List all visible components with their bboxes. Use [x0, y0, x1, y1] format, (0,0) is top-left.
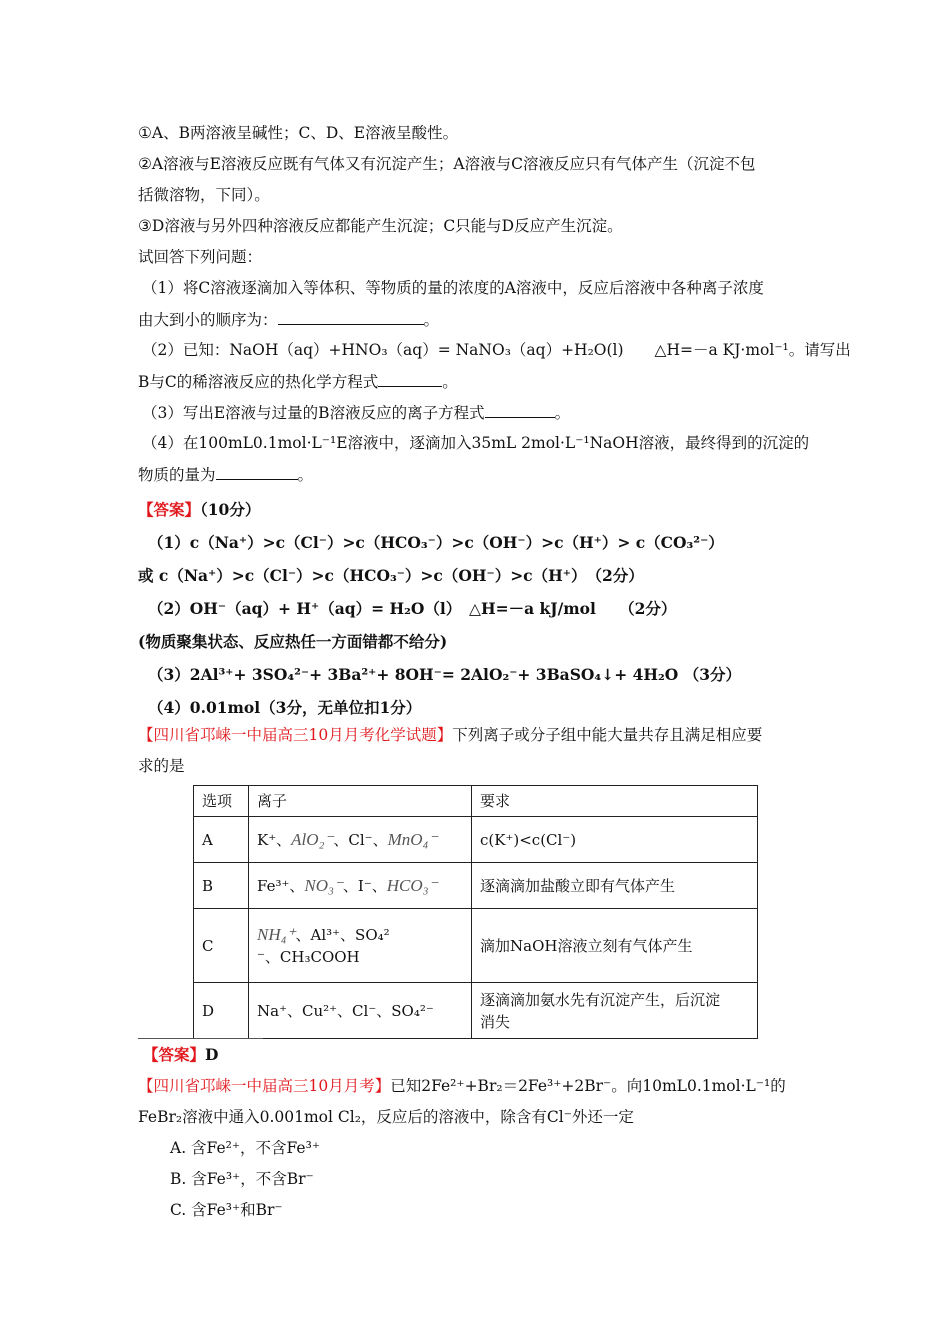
period: 。 [554, 404, 571, 422]
period: 。 [297, 466, 314, 484]
answer-tag: 【答案】 [143, 1045, 206, 1064]
question-2-stem: 下列离子或分子组中能大量共存且满足相应要 [452, 726, 763, 744]
question-1-text: 由大到小的顺序为： [138, 311, 278, 329]
condition-2-cont: 括微溶物，下同）。 [138, 186, 270, 204]
ions-cell [249, 863, 472, 909]
option-label: D [194, 983, 249, 1039]
question-2-stem-line-1 [138, 724, 762, 746]
ions-cell: Na⁺、Cu²⁺、Cl⁻、SO₄²⁻ [249, 983, 472, 1039]
requirement-cell: 逐滴滴加盐酸立即有气体产生 [472, 863, 758, 909]
question-4-line-2 [138, 463, 313, 486]
option-label: A [194, 817, 249, 863]
divider [138, 1038, 263, 1039]
period: 。 [423, 311, 440, 329]
requirement-cell: c(K⁺)<c(Cl⁻) [472, 817, 758, 863]
source-tag: 【四川省邛崃一中届高三10月月考】 [138, 1077, 391, 1095]
table-header-row [194, 786, 758, 817]
question-4-text: 物质的量为 [138, 466, 216, 484]
question-2-line-2 [138, 370, 458, 393]
requirement-cell: 滴加NaOH溶液立刻有气体产生 [472, 909, 758, 983]
choice-c: C. 含Fe³⁺和Br⁻ [170, 1201, 283, 1219]
answer-blank-1[interactable] [278, 308, 424, 325]
option-label: B [194, 863, 249, 909]
ions-cell [249, 817, 472, 863]
condition-3: ③D溶液与另外四种溶液反应都能产生沉淀；C只能与D反应产生沉淀。 [138, 217, 623, 235]
ion-formula: AlO₂⁻ [291, 829, 334, 849]
requirement-text: 逐滴滴加氨水先有沉淀产生，后沉淀 [480, 990, 721, 1009]
answer-blank-3[interactable] [485, 401, 555, 418]
header-requirement: 要求 [472, 786, 758, 817]
answer-score: （10分） [200, 500, 261, 519]
ions-cell [249, 909, 472, 983]
question-3-line [142, 401, 570, 424]
question-3-stem-line-1 [138, 1075, 786, 1097]
ion-formula: NO₃⁻ [304, 875, 343, 895]
question-4-line-1: （4）在100mL0.1mol·L⁻¹E溶液中，逐滴加入35mL 2mol·L⁻¹NaOH溶液，最终得到的沉淀的 [142, 434, 810, 452]
question-2-text: B与C的稀溶液反应的热化学方程式 [138, 373, 379, 391]
ion-formula: HCO₃⁻ [386, 875, 438, 895]
question-3-stem: 已知2Fe²⁺+Br₂＝2Fe³⁺+2Br⁻。向10mL0.1mol·L⁻¹的 [390, 1077, 786, 1095]
choice-a: A. 含Fe²⁺，不含Fe³⁺ [170, 1139, 320, 1157]
options-table [193, 785, 758, 1039]
question-2-stem-line-2: 求的是 [138, 757, 185, 775]
answer-1-header [138, 499, 260, 521]
ion-text: Fe³⁺、 [257, 876, 305, 895]
question-1-line-1: （1）将C溶液逐滴加入等体积、等物质的量的浓度的A溶液中，反应后溶液中各种离子浓度 [142, 279, 764, 297]
answer-1-part-4: （4）0.01mol（3分，无单位扣1分） [148, 698, 422, 717]
question-2-line-1: （2）已知：NaOH（aq）+HNO₃（aq）= NaNO₃（aq）+H₂O(l) △H=－a KJ·mol⁻¹。请写出 [142, 341, 851, 359]
question-1-line-2 [138, 308, 439, 331]
table-row [194, 817, 758, 863]
option-label: C [194, 909, 249, 983]
answer-1-part-1-alt: 或 c（Na⁺）>c（Cl⁻）>c（HCO₃⁻）>c（OH⁻）>c（H⁺） （2分） [138, 566, 644, 585]
ion-formula: NH₄⁺ [257, 924, 296, 944]
requirement-cell [472, 983, 758, 1039]
answer-2 [143, 1044, 218, 1066]
ion-formula: MnO₄⁻ [387, 829, 438, 849]
question-3-text: （3）写出E溶液与过量的B溶液反应的离子方程式 [142, 404, 485, 422]
answer-1-part-2: （2）OH⁻（aq）+ H⁺（aq）= H₂O（l） △H=－a kJ/mol （2分） [148, 599, 677, 618]
answer-1-part-1: （1）c（Na⁺）>c（Cl⁻）>c（HCO₃⁻）>c（OH⁻）>c（H⁺）> c（CO₃²⁻） [148, 533, 724, 552]
answer-1-part-3: （3）2Al³⁺+ 3SO₄²⁻+ 3Ba²⁺+ 8OH⁻= 2AlO₂⁻+ 3BaSO₄↓+ 4H₂O （3分） [148, 665, 741, 684]
table-row [194, 863, 758, 909]
ion-text: ⁻、CH₃COOH [257, 947, 360, 966]
condition-2: ②A溶液与E溶液反应既有气体又有沉淀产生；A溶液与C溶液反应只有气体产生（沉淀不包 [138, 155, 756, 173]
requirement-text: 消失 [480, 1012, 511, 1031]
table-row [194, 909, 758, 983]
table-row [194, 983, 758, 1039]
answer-value: D [205, 1045, 219, 1064]
period: 。 [442, 373, 458, 391]
prompt-answer-questions: 试回答下列问题： [138, 248, 263, 266]
question-3-stem-line-2: FeBr₂溶液中通入0.001mol Cl₂，反应后的溶液中，除含有Cl⁻外还一定 [138, 1108, 634, 1126]
ion-text: 、I⁻、 [342, 876, 387, 895]
answer-blank-2[interactable] [378, 370, 442, 387]
source-tag: 【四川省邛崃一中届高三10月月考化学试题】 [138, 726, 453, 744]
header-option: 选项 [194, 786, 249, 817]
condition-1: ①A、B两溶液呈碱性；C、D、E溶液呈酸性。 [138, 124, 459, 142]
ion-text: 、Cl⁻、 [333, 830, 388, 849]
answer-1-note: (物质聚集状态、反应热任一方面错都不给分) [138, 632, 448, 651]
ion-text: 、Al³⁺、SO₄² [295, 925, 390, 944]
answer-tag: 【答案】 [138, 500, 201, 519]
ion-text: K⁺、 [257, 830, 292, 849]
answer-blank-4[interactable] [216, 463, 298, 480]
choice-b: B. 含Fe³⁺，不含Br⁻ [170, 1170, 314, 1188]
header-ions: 离子 [249, 786, 472, 817]
